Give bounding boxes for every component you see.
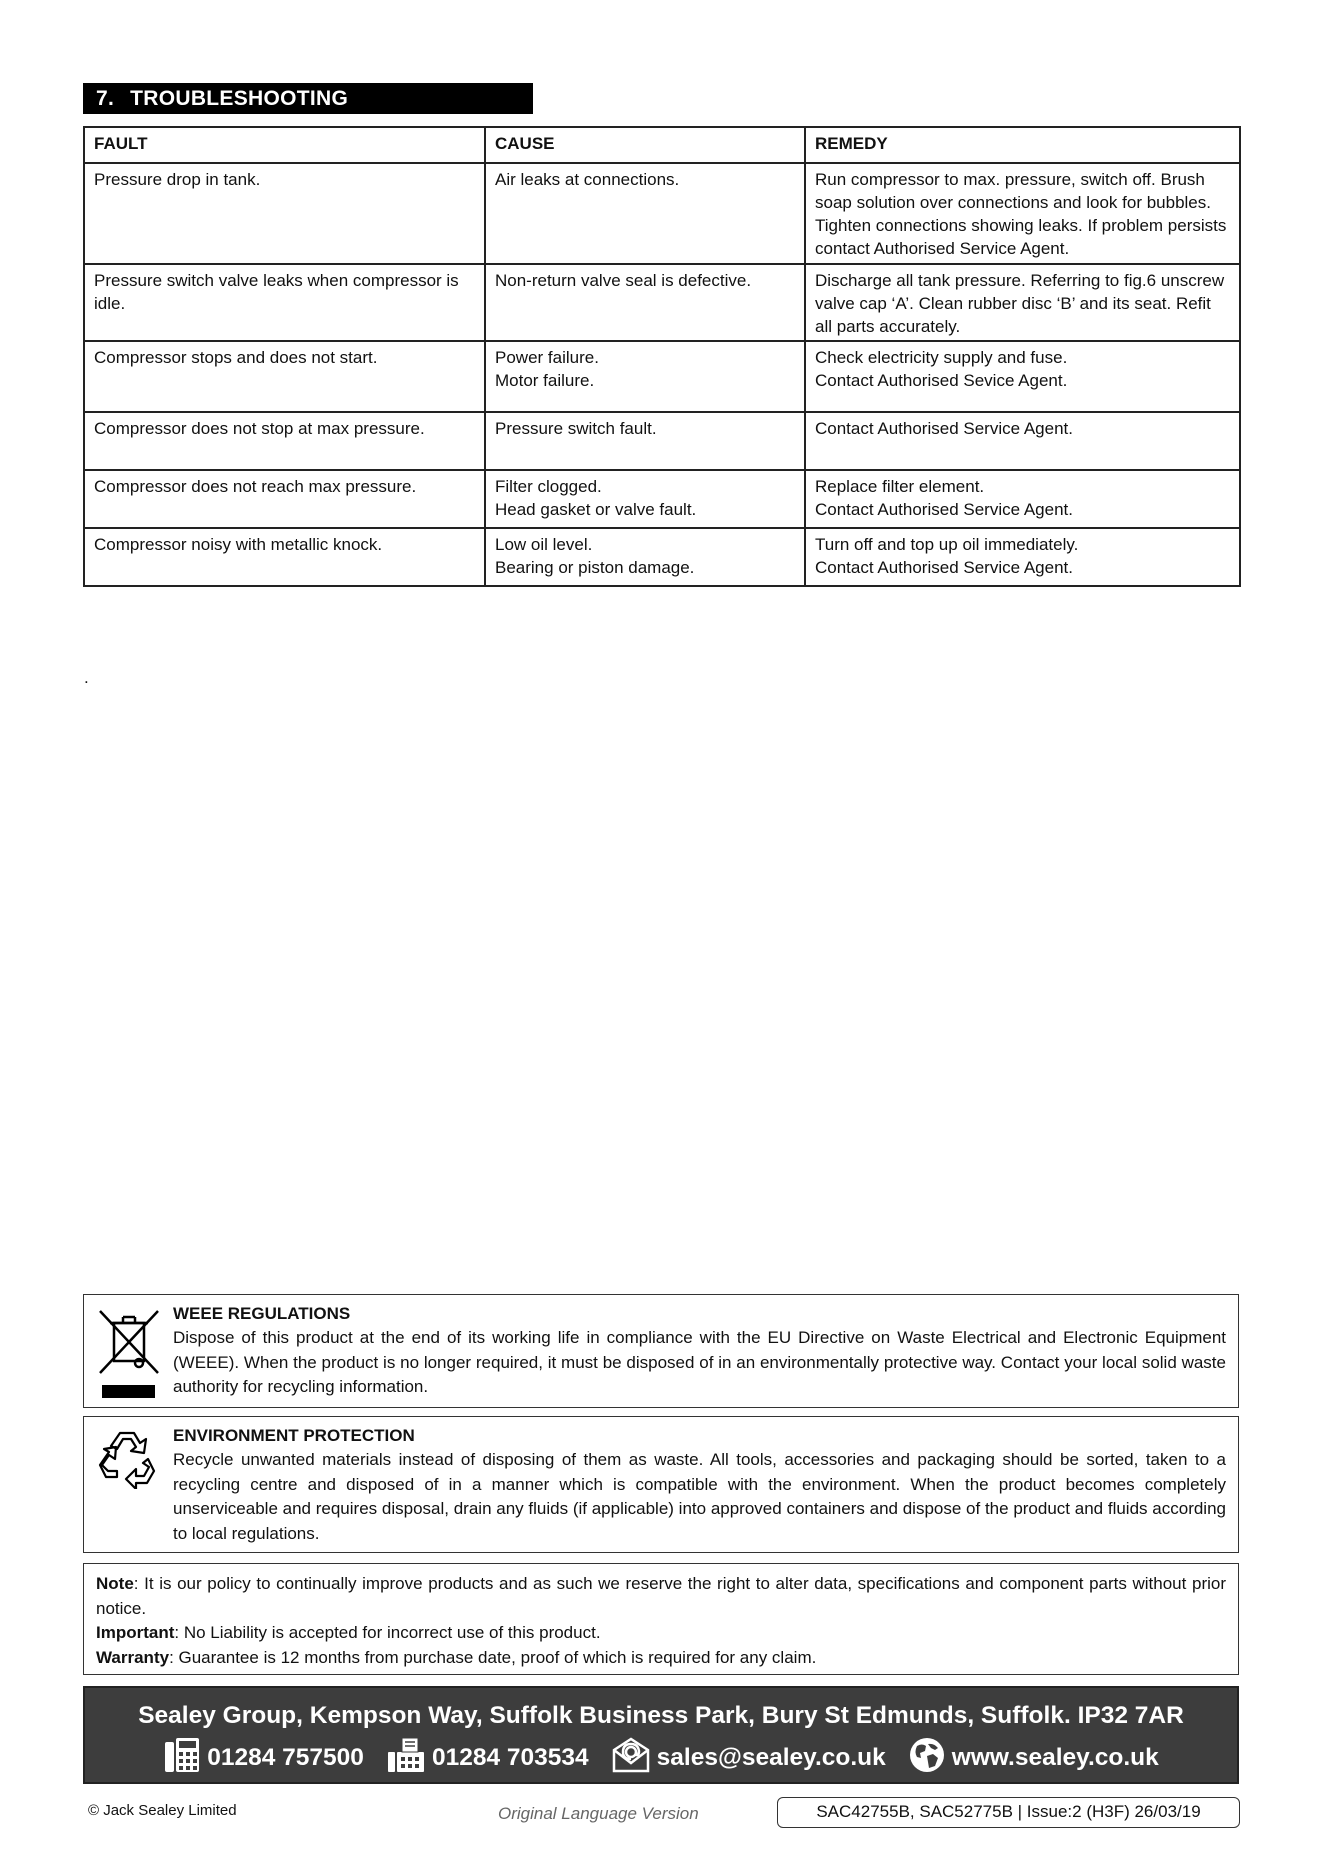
phone-contact [163, 1736, 364, 1781]
fax-icon [386, 1736, 426, 1781]
table-row [84, 470, 1240, 528]
email-icon [611, 1736, 651, 1781]
copyright: © Jack Sealey Limited [88, 1802, 237, 1819]
section-title [83, 83, 533, 114]
phone-icon [163, 1736, 201, 1781]
table-row [84, 528, 1240, 586]
fault-cell: Pressure switch valve leaks when compressor is idle. [84, 264, 485, 341]
note-label: Note [96, 1574, 134, 1593]
note-text: : It is our policy to continually improve products and as such we reserve the right to alter data, specifications and component parts without prior notice. [96, 1574, 1226, 1618]
header-remedy: REMEDY [805, 127, 1240, 163]
header-fault: FAULT [84, 127, 485, 163]
remedy-cell [805, 264, 1240, 341]
important-line [96, 1621, 1226, 1646]
remedy-cell [805, 163, 1240, 264]
weee-title: WEEE REGULATIONS [173, 1304, 351, 1323]
important-text: : No Liability is accepted for incorrect use of this product. [174, 1623, 601, 1642]
email-contact[interactable] [611, 1736, 886, 1781]
section-heading: TROUBLESHOOTING [130, 87, 349, 110]
remedy-line: Contact Authorised Service Agent. [815, 558, 1073, 577]
warranty-line [96, 1646, 1226, 1671]
globe-icon [908, 1736, 946, 1781]
header-cause: CAUSE [485, 127, 805, 163]
remedy-line: Replace filter element. [815, 477, 985, 496]
remedy-cell [805, 412, 1240, 470]
remedy-cell [805, 341, 1240, 412]
remedy-line: Discharge all tank pressure. Referring to fig.6 unscrew valve cap ‘A’. Clean rubber disc ‘B’ and its seat. Refit all parts accurately. [815, 271, 1225, 336]
fault-cell: Compressor noisy with metallic knock. [84, 528, 485, 586]
language-note: Original Language Version [498, 1804, 699, 1823]
remedy-cell [805, 528, 1240, 586]
cause-line: Head gasket or valve fault. [495, 500, 697, 519]
cause-cell [485, 264, 805, 341]
document-reference: SAC42755B, SAC52775B | Issue:2 (H3F) 26/03/19 [777, 1797, 1240, 1828]
cause-line: Motor failure. [495, 371, 595, 390]
cause-line: Filter clogged. [495, 477, 602, 496]
table-row [84, 264, 1240, 341]
website-contact[interactable] [908, 1736, 1159, 1781]
cause-cell [485, 341, 805, 412]
note-line [96, 1572, 1226, 1621]
remedy-line: Contact Authorised Sevice Agent. [815, 371, 1068, 390]
company-address: Sealey Group, Kempson Way, Suffolk Business Park, Bury St Edmunds, Suffolk. IP32 7AR [138, 1702, 1184, 1729]
cause-line: Power failure. [495, 348, 599, 367]
contact-row [85, 1739, 1237, 1777]
remedy-line: Contact Authorised Service Agent. [815, 419, 1073, 438]
fax-number: 01284 703534 [431, 1744, 589, 1771]
table-row [84, 163, 1240, 264]
cause-line: Air leaks at connections. [495, 170, 680, 189]
warranty-label: Warranty [96, 1647, 170, 1667]
environment-title: ENVIRONMENT PROTECTION [173, 1426, 415, 1445]
remedy-line: Turn off and top up oil immediately. [815, 535, 1079, 554]
warranty-text: : Guarantee is 12 months from purchase date, proof of which is required for any claim. [169, 1647, 817, 1667]
table-header-row [84, 127, 1240, 163]
remedy-cell [805, 470, 1240, 528]
cause-cell [485, 412, 805, 470]
troubleshooting-table [83, 126, 1241, 587]
notes-box [83, 1563, 1239, 1675]
fault-cell: Compressor does not stop at max pressure. [84, 412, 485, 470]
weee-box [83, 1294, 1239, 1408]
table-row [84, 341, 1240, 412]
cause-line: Pressure switch fault. [495, 419, 657, 438]
fax-contact [386, 1736, 589, 1781]
cause-cell [485, 163, 805, 264]
cause-line: Bearing or piston damage. [495, 558, 695, 577]
email-address[interactable]: sales@sealey.co.uk [656, 1744, 886, 1771]
environment-text: Recycle unwanted materials instead of disposing of them as waste. All tools, accessories and packaging should be sorted, taken to a recycling centre and disposed of in a manner which is compatible with the environment. When the product becomes completely unserviceable and requires disposal, drain any fluids (if applicable) into approved containers and dispose of the product and fluids according to local regulations. [173, 1450, 1226, 1543]
fault-cell: Pressure drop in tank. [84, 163, 485, 264]
website-url[interactable]: www.sealey.co.uk [951, 1744, 1159, 1771]
cause-cell [485, 528, 805, 586]
weee-text: Dispose of this product at the end of its working life in compliance with the EU Directive on Waste Electrical and Electronic Equipment (WEEE). When the product is no longer required, it must be disposed of in an environmentally protective way. Contact your local solid waste authority for recycling information. [173, 1328, 1226, 1396]
crossed-out-wheelie-bin-icon [96, 1307, 162, 1407]
section-number: 7. [96, 87, 115, 110]
fault-cell: Compressor stops and does not start. [84, 341, 485, 412]
stray-dot: . [84, 668, 89, 687]
remedy-line: Check electricity supply and fuse. [815, 348, 1068, 367]
cause-line: Low oil level. [495, 535, 593, 554]
table-row [84, 412, 1240, 470]
company-footer [83, 1686, 1239, 1784]
environment-box [83, 1416, 1239, 1553]
fault-cell: Compressor does not reach max pressure. [84, 470, 485, 528]
recycle-icon [96, 1429, 158, 1497]
cause-line: Non-return valve seal is defective. [495, 271, 752, 290]
phone-number: 01284 757500 [207, 1744, 364, 1771]
remedy-line: Run compressor to max. pressure, switch off. Brush soap solution over connections and look for bubbles. Tighten connections showing leaks. If problem persists contact Authorised Service Agent. [815, 170, 1227, 258]
remedy-line: Contact Authorised Service Agent. [815, 500, 1073, 519]
cause-cell [485, 470, 805, 528]
important-label: Important [96, 1623, 175, 1642]
